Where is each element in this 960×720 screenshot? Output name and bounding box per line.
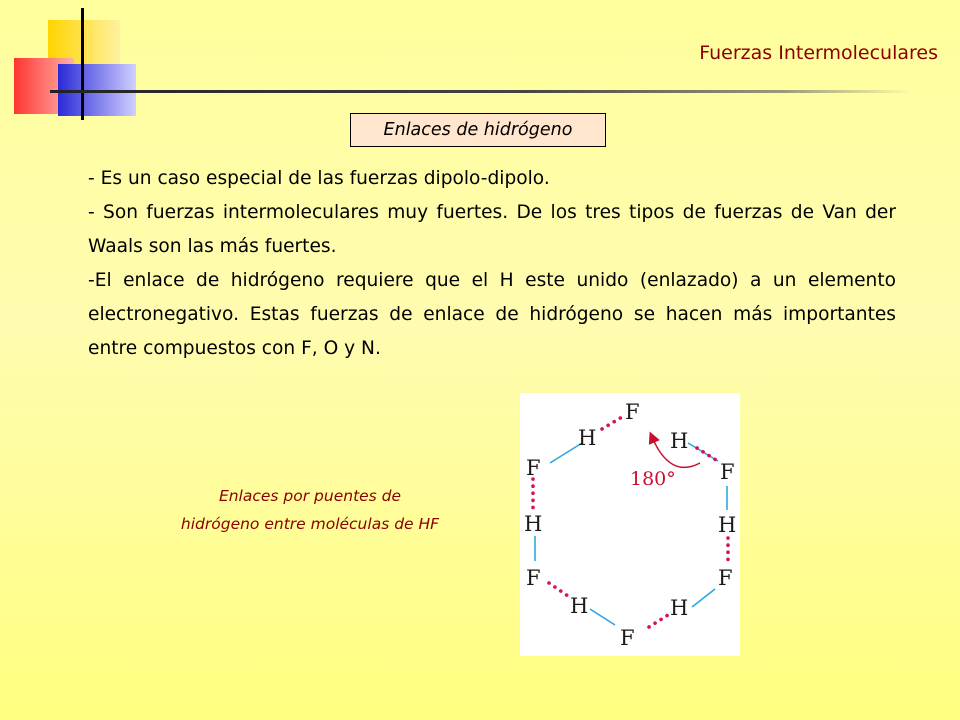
decor-vertical-line	[81, 8, 84, 120]
atom-label: H	[524, 512, 543, 536]
hydrogen-bond	[549, 583, 568, 596]
angle-label: 180°	[630, 468, 676, 490]
caption-line: Enlaces por puentes de	[218, 487, 402, 505]
hydrogen-bond	[602, 417, 622, 429]
hf-ring-svg	[520, 393, 740, 656]
slide-header-title: Fuerzas Intermoleculares	[699, 42, 938, 64]
bullet-paragraph: - Es un caso especial de las fuerzas dipolo-dipolo.	[88, 168, 550, 189]
atom-label: F	[526, 566, 541, 590]
covalent-bond	[590, 609, 615, 625]
body-text	[88, 162, 896, 366]
caption-line: hidrógeno entre moléculas de HF	[180, 515, 440, 533]
figure-caption	[130, 482, 490, 538]
atom-label: H	[718, 513, 737, 537]
hf-hydrogen-bond-diagram	[520, 393, 740, 656]
bullet-paragraph: - Son fuerzas intermoleculares muy fuertes. De los tres tipos de fuerzas de Van der Waals son las más fuertes.	[88, 202, 896, 257]
atom-label: F	[720, 460, 735, 484]
decor-horizontal-line	[50, 90, 912, 93]
atom-label: H	[670, 429, 689, 453]
hydrogen-bond	[649, 615, 668, 627]
atom-label: H	[578, 426, 597, 450]
covalent-bond	[692, 589, 715, 607]
atom-label: F	[718, 566, 733, 590]
section-title-box: Enlaces de hidrógeno	[350, 113, 606, 147]
atom-label: F	[620, 626, 635, 650]
atom-label: F	[625, 400, 640, 424]
bullet-paragraph: -El enlace de hidrógeno requiere que el H este unido (enlazado) a un elemento electronegativo. Estas fuerzas de enlace de hidrógeno se hacen más importantes entre compuestos con F, O y N.	[88, 270, 896, 359]
atom-label: H	[670, 596, 689, 620]
atom-label: H	[570, 594, 589, 618]
atom-label: F	[526, 456, 541, 480]
